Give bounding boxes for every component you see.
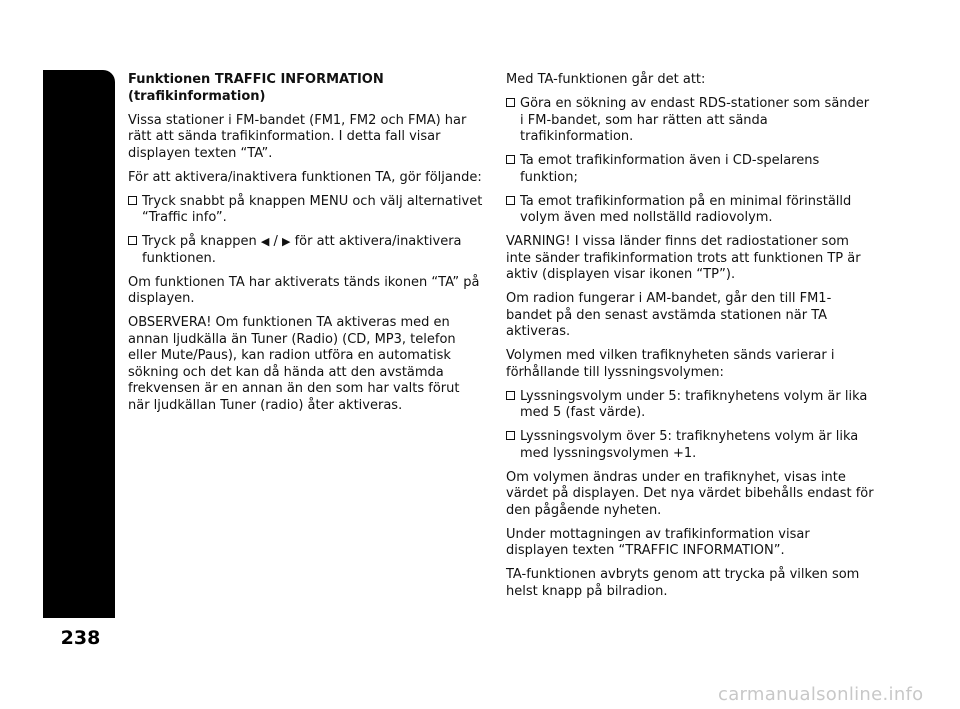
page-number: 238	[60, 627, 101, 649]
paragraph: Vissa stationer i FM-bandet (FM1, FM2 och FMA) har rätt att sända trafikinformation. I detta fall visar displayen texten “TA”.	[128, 112, 467, 161]
heading-title: TRAFFIC INFORMATION (trafikinformation)	[128, 72, 384, 104]
list-item-text: Ta emot trafikinformation på en minimal förinställd volym även med nollställd radiovolym.	[520, 193, 852, 225]
paragraph: Om funktionen TA har aktiverats tänds ikonen “TA” på displayen.	[128, 274, 480, 306]
separator-text: /	[269, 234, 282, 249]
paragraph: Med TA-funktionen går det att:	[506, 72, 706, 87]
paragraph: VARNING! I vissa länder finns det radiostationer som inte sänder trafikinformation trots att funktionen TP är aktiv (displayen visar ikonen “TP”).	[506, 234, 861, 282]
watermark[interactable]: carmanualsonline.info	[718, 684, 924, 705]
list-item	[128, 194, 483, 227]
left-column	[128, 72, 483, 422]
checkbox-bullet-icon	[506, 155, 515, 164]
paragraph: Under mottagningen av trafikinformation visar displayen texten “TRAFFIC INFORMATION”.	[506, 526, 810, 558]
list-item	[506, 389, 874, 422]
paragraph: Volymen med vilken trafiknyheten sänds varierar i förhållande till lyssningsvolymen:	[506, 348, 835, 380]
list-item	[506, 96, 874, 146]
list-item	[506, 153, 874, 186]
paragraph: OBSERVERA! Om funktionen TA aktiveras med en annan ljudkälla än Tuner (Radio) (CD, MP3, telefon eller Mute/Paus), kan radion utföra en automatisk sökning och det kan då hända att den avstämda frekvensen är en annan än den som har valts förut när ljudkällan Tuner (radio) åter aktiveras.	[128, 315, 460, 413]
list-item-text: Lyssningsvolym över 5: trafiknyhetens volym är lika med lyssningsvolymen +1.	[520, 429, 859, 461]
section-label: BILRADIO	[117, 389, 127, 439]
list-item-text: Tryck på knappen	[142, 234, 261, 249]
checkbox-bullet-icon	[128, 236, 137, 245]
checkbox-bullet-icon	[506, 431, 515, 440]
list-item-text: för att aktivera/inaktivera funktionen.	[142, 234, 462, 266]
list-item	[506, 429, 874, 462]
checkbox-bullet-icon	[506, 391, 515, 400]
checkbox-bullet-icon	[128, 196, 137, 205]
checkbox-bullet-icon	[506, 98, 515, 107]
section-heading	[128, 72, 483, 105]
paragraph: Om radion fungerar i AM-bandet, går den till FM1-bandet på den senast avstämda stationen när TA aktiveras.	[506, 291, 832, 339]
left-arrow-icon: ◀	[260, 235, 270, 248]
list-item	[128, 234, 483, 267]
section-sidebar	[43, 70, 127, 618]
paragraph: TA-funktionen avbryts genom att trycka på vilken som helst knapp på bilradion.	[506, 567, 860, 599]
list-item-text: Lyssningsvolym under 5: trafiknyhetens volym är lika med 5 (fast värde).	[520, 388, 868, 420]
list-item-text: Tryck snabbt på knappen MENU och välj alternativet “Traffic info”.	[142, 193, 483, 225]
list-item-text: Ta emot trafikinformation även i CD-spelarens funktion;	[520, 153, 820, 185]
heading-prefix: Funktionen	[128, 72, 215, 87]
paragraph: Om volymen ändras under en trafiknyhet, visas inte värdet på displayen. Det nya värdet bibehålls endast för den pågående nyheten.	[506, 469, 874, 518]
paragraph: För att aktivera/inaktivera funktionen TA, gör följande:	[128, 169, 482, 185]
checkbox-bullet-icon	[506, 196, 515, 205]
right-arrow-icon: ▶	[281, 235, 291, 248]
right-column	[506, 72, 874, 608]
list-item	[506, 194, 874, 227]
list-item-text: Göra en sökning av endast RDS-stationer som sänder i FM-bandet, som har rätten att sända trafikinformation.	[520, 96, 870, 144]
